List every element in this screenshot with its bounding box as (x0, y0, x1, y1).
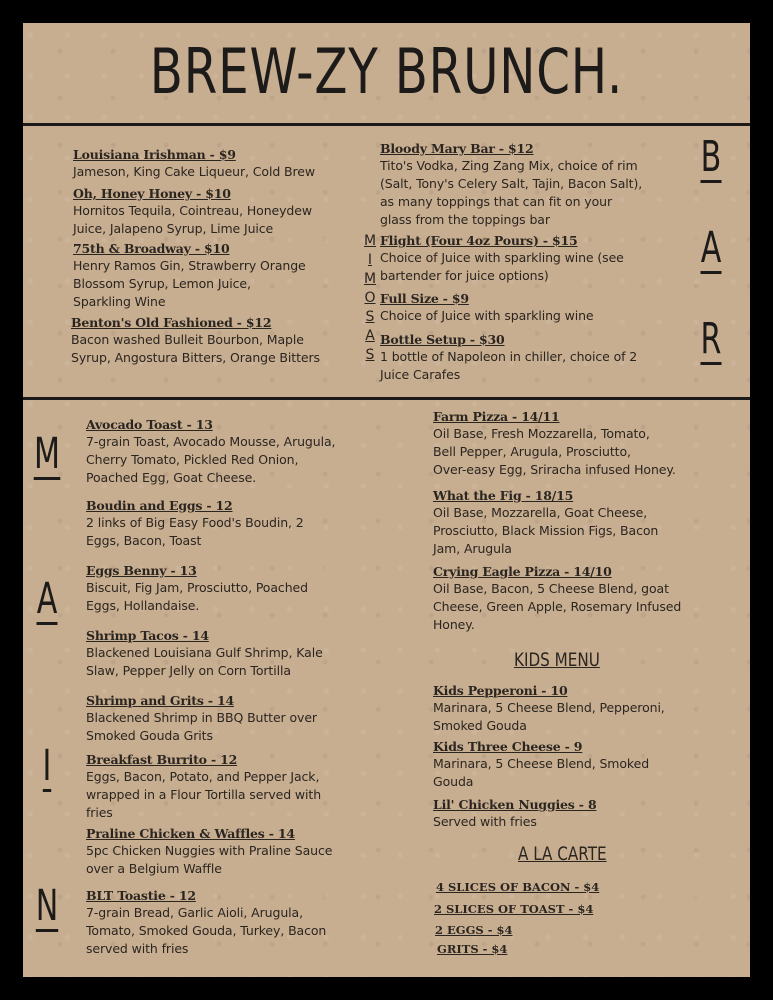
item-desc: Over-easy Egg, Sriracha infused Honey. (433, 462, 676, 477)
mimosas-letter: I (367, 252, 373, 268)
main-item (86, 887, 376, 958)
item-name: Avocado Toast - 13 (86, 417, 213, 432)
item-desc: Tito's Vodka, Zing Zang Mix, choice of rim (380, 158, 638, 173)
item-desc: Oil Base, Bacon, 5 Cheese Blend, goat (433, 581, 669, 596)
main-item (86, 692, 376, 745)
kids-menu-heading: KIDS MENU (514, 649, 600, 671)
bar-item (73, 240, 363, 311)
bar-item (380, 232, 690, 285)
main-item (86, 751, 376, 822)
main-item (86, 627, 376, 680)
mimosas-letter: S (365, 309, 375, 325)
item-desc: Poached Egg, Goat Cheese. (86, 470, 257, 485)
divider-middle (23, 397, 750, 400)
a-la-carte-item: 2 SLICES OF TOAST - $4 (434, 902, 594, 916)
kids-item (433, 738, 733, 791)
pizza-item (433, 408, 733, 479)
item-desc: Honey. (433, 617, 475, 632)
kids-item (433, 682, 733, 735)
item-desc: served with fries (86, 941, 189, 956)
item-desc: Hornitos Tequila, Cointreau, Honeydew (73, 203, 312, 218)
item-desc: Sparkling Wine (73, 294, 166, 309)
a-la-carte-heading: A LA CARTE (518, 843, 607, 865)
main-item (86, 416, 376, 487)
bar-item (380, 140, 690, 229)
item-desc: Eggs, Hollandaise. (86, 598, 200, 613)
item-desc: bartender for juice options) (380, 268, 549, 283)
main-item (86, 562, 376, 615)
item-desc: Bacon washed Bulleit Bourbon, Maple (71, 332, 304, 347)
bar-item (73, 185, 363, 238)
item-desc: Slaw, Pepper Jelly on Corn Tortilla (86, 663, 291, 678)
kids-item (433, 796, 733, 831)
bar-item (73, 146, 363, 181)
item-desc: Choice of Juice with sparkling wine (380, 308, 594, 323)
item-desc: Henry Ramos Gin, Strawberry Orange (73, 258, 306, 273)
item-name: Bottle Setup - $30 (380, 332, 505, 347)
item-desc: wrapped in a Flour Tortilla served with (86, 787, 322, 802)
item-desc: 5pc Chicken Nuggies with Praline Sauce (86, 843, 333, 858)
item-desc: Tomato, Smoked Gouda, Turkey, Bacon (86, 923, 327, 938)
item-desc: as many toppings that can fit on your (380, 194, 612, 209)
item-name: Oh, Honey Honey - $10 (73, 186, 231, 201)
item-desc: Syrup, Angostura Bitters, Orange Bitters (71, 350, 320, 365)
mimosas-vertical-label (362, 232, 378, 365)
item-desc: 7-grain Bread, Garlic Aioli, Arugula, (86, 905, 303, 920)
divider-top (23, 123, 750, 126)
bar-item (380, 290, 690, 325)
item-desc: Marinara, 5 Cheese Blend, Smoked (433, 756, 650, 771)
item-name: Louisiana Irishman - $9 (73, 147, 236, 162)
pizza-item (433, 563, 733, 634)
item-name: Flight (Four 4oz Pours) - $15 (380, 233, 578, 248)
item-desc: Jameson, King Cake Liqueur, Cold Brew (73, 164, 315, 179)
item-desc: Juice Carafes (380, 367, 461, 382)
item-desc: Eggs, Bacon, Potato, and Pepper Jack, (86, 769, 320, 784)
a-la-carte-item: 4 SLICES OF BACON - $4 (436, 880, 600, 894)
main-item (86, 825, 376, 878)
mimosas-letter: M (363, 271, 377, 287)
item-name: Breakfast Burrito - 12 (86, 752, 238, 767)
item-desc: Marinara, 5 Cheese Blend, Pepperoni, (433, 700, 665, 715)
item-desc: Oil Base, Mozzarella, Goat Cheese, (433, 505, 648, 520)
item-desc: Juice, Jalapeno Syrup, Lime Juice (73, 221, 274, 236)
menu-title: BREW-ZY BRUNCH. (149, 35, 624, 108)
item-name: Shrimp and Grits - 14 (86, 693, 234, 708)
bar-letter-r: R (700, 314, 722, 364)
item-desc: Oil Base, Fresh Mozzarella, Tomato, (433, 426, 650, 441)
mimosas-letter: O (364, 290, 376, 306)
item-desc: Bell Pepper, Arugula, Prosciutto, (433, 444, 631, 459)
item-desc: Eggs, Bacon, Toast (86, 533, 202, 548)
item-desc: Blackened Louisiana Gulf Shrimp, Kale (86, 645, 323, 660)
item-desc: Smoked Gouda Grits (86, 728, 213, 743)
item-desc: fries (86, 805, 113, 820)
a-la-carte-item: GRITS - $4 (437, 942, 508, 956)
item-desc: Blossom Syrup, Lemon Juice, (73, 276, 251, 291)
item-name: Bloody Mary Bar - $12 (380, 141, 534, 156)
item-name: Shrimp Tacos - 14 (86, 628, 209, 643)
item-desc: 1 bottle of Napoleon in chiller, choice of 2 (380, 349, 638, 364)
a-la-carte-item: 2 EGGS - $4 (435, 923, 513, 937)
item-desc: Cherry Tomato, Pickled Red Onion, (86, 452, 299, 467)
item-name: Lil' Chicken Nuggies - 8 (433, 797, 597, 812)
item-desc: Choice of Juice with sparkling wine (see (380, 250, 624, 265)
mimosas-letter: S (365, 347, 375, 363)
menu-paper (23, 23, 750, 977)
item-desc: Gouda (433, 774, 474, 789)
pizza-item (433, 487, 733, 558)
item-name: Boudin and Eggs - 12 (86, 498, 233, 513)
item-name: Benton's Old Fashioned - $12 (71, 315, 272, 330)
main-letter-n: N (35, 881, 59, 931)
main-letter-a: A (36, 574, 58, 624)
item-name: Farm Pizza - 14/11 (433, 409, 560, 424)
main-letter-m: M (34, 429, 60, 479)
item-name: Kids Three Cheese - 9 (433, 739, 583, 754)
item-name: Kids Pepperoni - 10 (433, 683, 568, 698)
item-desc: 7-grain Toast, Avocado Mousse, Arugula, (86, 434, 336, 449)
item-desc: Blackened Shrimp in BBQ Butter over (86, 710, 317, 725)
main-letter-i: I (42, 741, 52, 791)
item-name: Crying Eagle Pizza - 14/10 (433, 564, 612, 579)
item-name: What the Fig - 18/15 (433, 488, 574, 503)
item-desc: glass from the toppings bar (380, 212, 550, 227)
bar-item (380, 331, 690, 384)
item-name: BLT Toastie - 12 (86, 888, 196, 903)
mimosas-letter: A (365, 328, 375, 344)
item-name: Eggs Benny - 13 (86, 563, 197, 578)
item-desc: Biscuit, Fig Jam, Prosciutto, Poached (86, 580, 308, 595)
mimosas-letter: M (363, 233, 377, 249)
item-desc: over a Belgium Waffle (86, 861, 222, 876)
item-desc: Jam, Arugula (433, 541, 512, 556)
bar-item (71, 314, 371, 367)
bar-letter-b: B (700, 132, 722, 182)
bar-letter-a: A (700, 223, 722, 273)
item-desc: 2 links of Big Easy Food's Boudin, 2 (86, 515, 304, 530)
item-desc: Served with fries (433, 814, 537, 829)
item-name: Full Size - $9 (380, 291, 469, 306)
main-item (86, 497, 376, 550)
item-name: 75th & Broadway - $10 (73, 241, 230, 256)
item-desc: (Salt, Tony's Celery Salt, Tajin, Bacon Salt), (380, 176, 643, 191)
item-desc: Smoked Gouda (433, 718, 527, 733)
item-desc: Prosciutto, Black Mission Figs, Bacon (433, 523, 659, 538)
item-desc: Cheese, Green Apple, Rosemary Infused (433, 599, 682, 614)
item-name: Praline Chicken & Waffles - 14 (86, 826, 295, 841)
